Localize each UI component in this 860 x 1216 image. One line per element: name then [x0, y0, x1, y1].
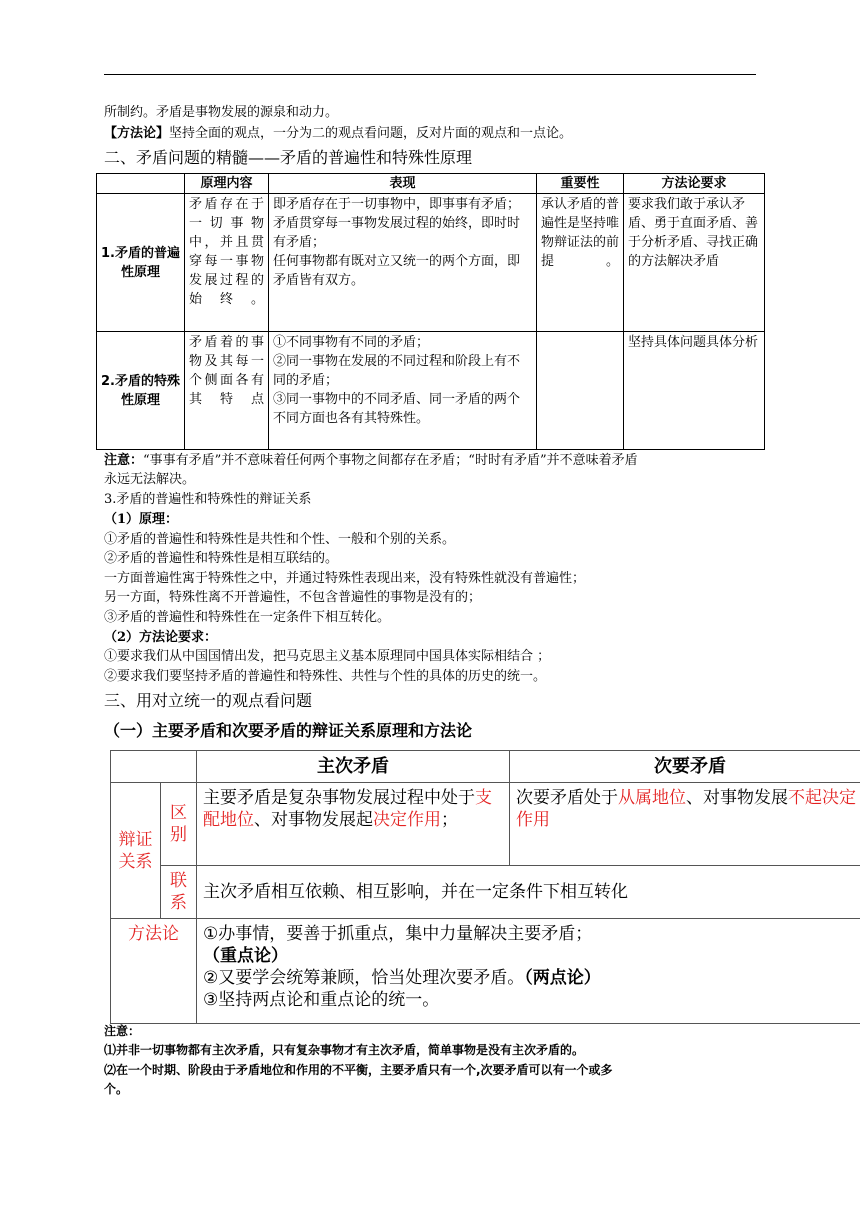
diff-label: 区别 — [161, 783, 197, 866]
dialectic-line: 一方面普遍性寓于特殊性之中，并通过特殊性表现出来，没有特殊性就没有普遍性； — [104, 571, 586, 586]
row-content: 矛盾存在于一切事物中，并且贯穿每一事物发展过程的始终。 — [185, 194, 269, 332]
principle-table — [96, 173, 765, 450]
manifest-line: ①不同事物有不同的矛盾； — [273, 335, 430, 350]
secondary-diff-highlight: 不起决定作用 — [516, 788, 856, 830]
main-diff-highlight: 支配地位 — [203, 788, 492, 830]
row-content: 矛盾着的事物及其每一个侧面各有其特点 — [185, 332, 269, 450]
table-header-cell: 原理内容 — [185, 174, 269, 194]
secondary-diff-cell — [510, 783, 860, 866]
contradiction-table — [110, 750, 860, 1024]
main-diff-highlight: 决定作用 — [373, 810, 441, 830]
table-row — [97, 194, 765, 332]
table-header-row — [97, 174, 765, 194]
method-text: ②又要学会统筹兼顾，恰当处理次要矛盾。 — [203, 968, 525, 988]
row-label: 2.矛盾的特殊性原理 — [97, 332, 185, 450]
main-diff-cell — [197, 783, 510, 866]
row-method: 要求我们敢于承认矛盾、勇于直面矛盾、善于分析矛盾、寻找正确的方法解决矛盾 — [624, 194, 765, 332]
method-tag: （两点论） — [524, 968, 601, 988]
dialectic-title: 3.矛盾的普遍性和特殊性的辩证关系 — [104, 492, 312, 507]
section2-title: 二、矛盾问题的精髓——矛盾的普遍性和特殊性原理 — [104, 148, 473, 167]
row-importance — [537, 332, 624, 450]
secondary-diff-text: 、对事物发展 — [686, 788, 788, 808]
table-header-cell: 方法论要求 — [624, 174, 765, 194]
section3-title: 三、用对立统一的观点看问题 — [104, 691, 313, 710]
note1-text: “事事有矛盾”并不意味着任何两个事物之间都存在矛盾；“时时有矛盾”并不意味着矛盾 — [143, 453, 638, 468]
secondary-diff-text: 次要矛盾处于 — [516, 788, 618, 808]
row-manifest — [269, 194, 537, 332]
head-secondary: 次要矛盾 — [510, 751, 860, 783]
link-label: 联系 — [161, 866, 197, 919]
main-diff-text: ； — [441, 810, 458, 830]
method-req-line: ①要求我们从中国国情出发，把马克思主义基本原理同中国具体实际相结合 ； — [104, 649, 551, 664]
method-cell — [197, 919, 860, 1024]
note2-label: 注意： — [104, 1024, 141, 1038]
table2-corner — [111, 751, 197, 783]
manifest-line: 矛盾贯穿每一事物发展过程的始终，即时时有矛盾； — [273, 216, 521, 250]
note1-line2: 永远无法解决。 — [104, 472, 196, 487]
manifest-line: ③同一事物中的不同矛盾、同一矛盾的两个不同方面也各有其特殊性。 — [273, 392, 521, 426]
dialectic-line: ③矛盾的普遍性和特殊性在一定条件下相互转化。 — [104, 610, 391, 625]
method-label: 【方法论】 — [104, 126, 170, 141]
dialectic-line: 另一方面，特殊性离不开普遍性，不包含普遍性的事物是没有的； — [104, 590, 482, 605]
note1-label: 注意： — [104, 453, 144, 468]
manifest-line: 任何事物都有既对立又统一的两个方面，即矛盾皆有双方。 — [273, 254, 521, 288]
table-row — [97, 332, 765, 450]
note2-item: ⑵在一个时期、阶段由于矛盾地位和作用的不平衡，主要矛盾只有一个,次要矛盾可以有一个或多 — [104, 1063, 613, 1077]
table2-link-row — [111, 866, 860, 919]
table2-method-row — [111, 919, 860, 1024]
table2-header-row — [111, 751, 860, 783]
header-rule — [104, 74, 756, 75]
head-main: 主次矛盾 — [197, 751, 510, 783]
row-method: 坚持具体问题具体分析 — [624, 332, 765, 450]
note1-line1 — [104, 452, 638, 470]
method-text: 坚持全面的观点，一分为二的观点看问题，反对片面的观点和一点论。 — [169, 126, 573, 141]
method-line — [104, 125, 572, 143]
table-header-cell: 表现 — [269, 174, 537, 194]
row-importance: 承认矛盾的普遍性是坚持唯物辩证法的前提。 — [537, 194, 624, 332]
manifest-line: ②同一事物在发展的不同过程和阶段上有不同的矛盾； — [273, 354, 521, 388]
method-label: 方法论 — [111, 919, 197, 1024]
dialectic-line: ②矛盾的普遍性和特殊性是相互联结的。 — [104, 551, 339, 566]
row-label: 1.矛盾的普遍性原理 — [97, 194, 185, 332]
section3-subtitle: （一）主要矛盾和次要矛盾的辩证关系原理和方法论 — [104, 721, 473, 740]
method-line: ③坚持两点论和重点论的统一。 — [203, 990, 440, 1010]
note2-item: 个。 — [104, 1082, 129, 1096]
row-manifest — [269, 332, 537, 450]
method-line: ①办事情，要善于抓重点，集中力量解决主要矛盾； — [203, 924, 593, 944]
main-diff-text: 主要矛盾是复杂事物发展过程中处于 — [203, 788, 475, 808]
secondary-diff-highlight: 从属地位 — [618, 788, 686, 808]
method-line — [203, 967, 860, 989]
table-header-cell: 重要性 — [537, 174, 624, 194]
dialectic-line: ①矛盾的普遍性和特殊性是共性和个性、一般和个别的关系。 — [104, 532, 456, 547]
table2-diff-row — [111, 783, 860, 866]
principle-label: （1）原理： — [104, 512, 179, 527]
dialectic-label: 辩证关系 — [111, 783, 161, 919]
intro-line: 所制约。矛盾是事物发展的源泉和动力。 — [104, 105, 339, 120]
table-header-cell — [97, 174, 185, 194]
method-req-label: （2）方法论要求： — [104, 630, 218, 645]
link-text: 主次矛盾相互依赖、相互影响，并在一定条件下相互转化 — [197, 866, 860, 919]
note2-item: ⑴并非一切事物都有主次矛盾，只有复杂事物才有主次矛盾，简单事物是没有主次矛盾的。 — [104, 1043, 585, 1057]
method-tag: （重点论） — [203, 946, 288, 966]
main-diff-text: 、对事物发展起 — [254, 810, 373, 830]
method-req-line: ②要求我们要坚持矛盾的普遍性和特殊性、共性与个性的具体的历史的统一。 — [104, 669, 547, 684]
manifest-line: 即矛盾存在于一切事物中，即事事有矛盾； — [273, 197, 521, 212]
